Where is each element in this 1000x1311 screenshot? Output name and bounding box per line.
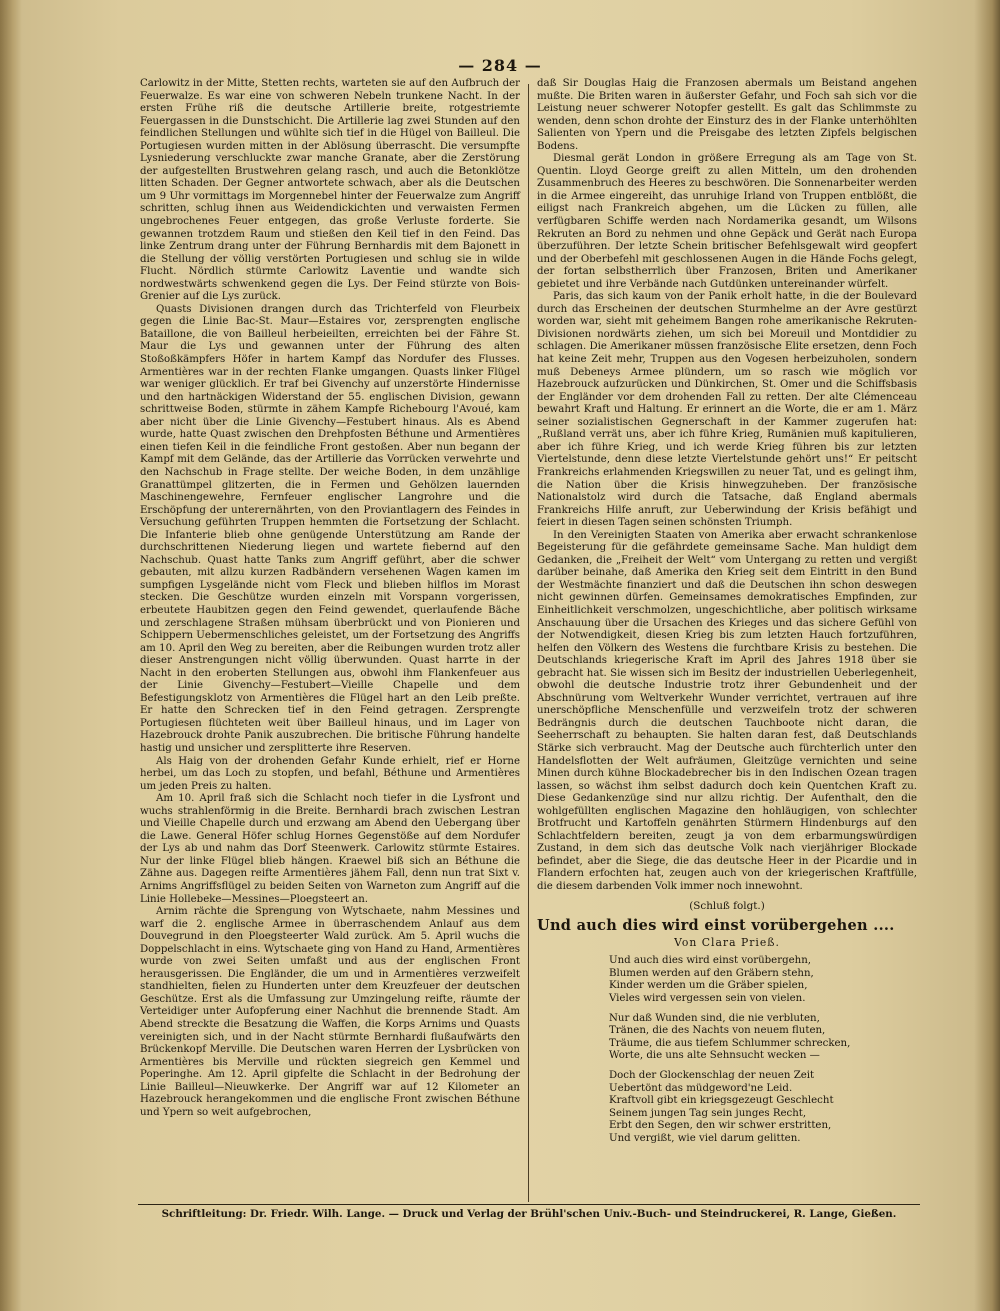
article-paragraph: Am 10. April fraß sich die Schlacht noch tiefer in die Lysfront und wuchs strahlenförmig in die Breite. Bernhardi brach zwischen Lestran und Vieille Chapelle durch und erzwang am Abend den Uebergang über die Lawe. General Höfer schlug Hornes Gegenstöße auf dem Nordufer der Lys ab und nahm das Dorf Steenwerk. Carlowitz stürmte Estaires. Nur der linke Flügel blieb hängen. Kraewel biß sich an Béthune die Zähne aus. Dagegen reifte Armentières jähem Fall, denn nun trat Sixt v. Arnims Angriffsflügel zu beiden Seiten von Warneton zum Angriff auf die Linie Hollebeke—Messines—Ploegsteert an.: [140, 793, 520, 905]
article-paragraph: Quasts Divisionen drangen durch das Trichterfeld von Fleurbeix gegen die Linie Bac-St. Maur—Estaires vor, zersprengten englische Bataillone, die von Bailleul herbeieilten, erreichten bei der Fähre St. Maur die Lys und gewannen unter der Führung des alten Stoßoßkämpfers Höfer in hartem Kampf das Nordufer des Flusses. Armentières war in der rechten Flanke umgangen. Quasts linker Flügel war weniger glücklich. Er traf bei Givenchy auf unzerstörte Hindernisse und den hartnäckigen Widerstand der 55. englischen Division, gewann schrittweise Boden, stürmte in zähem Kampfe Richebourg l'Avoué, kam aber nicht über die Linie Givenchy—Festubert hinaus. Als es Abend wurde, hatte Quast zwischen den Drehpfosten Béthune und Armentières einen tiefen Keil in die feindliche Front gestoßen. Aber nun begann der Kampf mit dem Gelände, das der Artillerie das Vorrücken verwehrte und den Nachschub in Frage stellte. Der weiche Boden, in dem unzählige Granattümpel glitzerten, die in Fermen und Gehölzen lauernden Maschinengewehre, Fernfeuer englischer Langrohre und die Erschöpfung der unterernährten, von den Proviantlagern des Feindes in Versuchung geführten Truppen hemmten die Fortsetzung der Schlacht. Die Infanterie blieb ohne genügende Unterstützung am Rande der durchschrittenen Niederung liegen und wartete fiebernd auf den Nachschub. Quast hatte Tanks zum Angriff geführt, aber die schwer gebauten, mit allzu kurzen Radbändern versehenen Wagen kamen im sumpfigen Lysgelände nicht vom Fleck und blieben hilflos im Morast stecken. Die Geschütze wurden einzeln mit Vorspann vorgerissen, erbeutete Haubitzen gegen den Feind gewendet, querlaufende Bäche und zerschlagene Straßen mühsam überbrückt und von Pionieren und Schippern Uebermenschliches geleistet, um der Fortsetzung des Angriffs am 10. April den Weg zu bereiten, aber die Reibungen wurden trotz aller dieser Anstrengungen nicht völlig überwunden. Quast harrte in der Nacht in den eroberten Stellungen aus, obwohl ihm Flankenfeuer aus der Linie Givenchy—Festubert—Vieille Chapelle und dem Befestigungsklotz von Armentières die Flügel hart an den Leib preßte. Er hatte den Schrecken tief in den Feind getragen. Zersprengte Portugiesen flüchteten weit über Bailleul hinaus, und im Lager von Hazebrouck drohte Panik auszubrechen. Die britische Führung handelte hastig und unsicher und zersplitterte ihre Reserven.: [140, 303, 520, 754]
poem-author: Von Clara Prieß.: [674, 935, 780, 949]
poem-stanza: [609, 1070, 917, 1146]
column-divider: [528, 84, 529, 1202]
poem-stanza: [609, 955, 917, 1005]
page-number: — 284 —: [458, 56, 542, 75]
poem-line: Blumen werden auf den Gräbern stehn,: [609, 967, 814, 979]
poem-line: Kinder werden um die Gräber spielen,: [609, 980, 808, 992]
poem-line: Träume, die aus tiefem Schlummer schrecken,: [609, 1037, 851, 1049]
poem-line: Seinem jungen Tag sein junges Recht,: [609, 1107, 807, 1119]
poem-line: Vieles wird vergessen sein von vielen.: [609, 992, 806, 1004]
poem-line: Doch der Glockenschlag der neuen Zeit: [609, 1069, 815, 1081]
poem-title: Und auch dies wird einst vorübergehen ....: [537, 917, 895, 935]
poem-stanza: [609, 1013, 917, 1063]
poem-line: Tränen, die des Nachts von neuem fluten,: [609, 1025, 826, 1037]
book-spine-shadow: [0, 0, 22, 1311]
article-paragraph: Arnim rächte die Sprengung von Wytschaete, nahm Messines und warf die 2. englische Armee in überraschendem Anlauf aus dem Douvegrund in den Ploegsteerter Wald zurück. Am 5. April wuchs die Doppelschlacht in eins. Wytschaete ging von Hand zu Hand, Armentières wurde von zwei Seiten umfaßt und aus der englischen Front herausgerissen. Die Engländer, die um und in Armentières verzweifelt standhielten, fielen zu Hunderten unter dem Kreuzfeuer der deutschen Geschütze. Erst als die Umfassung zur Umzingelung reifte, räumte der Verteidiger unter Aufopferung einer Nachhut die brennende Stadt. Am Abend streckte die Besatzung die Waffen, die Korps Arnims und Quasts vereinigten sich, und in der Nacht stürmte Bernhardi flußaufwärts den Brückenkopf Merville. Die Deutschen waren Herren der Lysbrücken von Armentières bis Merville und rückten siegreich gen Kemmel und Poperinghe. Am 12. April gipfelte die Schlacht in der Bedrohung der Linie Bailleul—Nieuwkerke. Der Angriff war auf 12 Kilometer an Hazebrouck herangekommen und die englische Front zwischen Béthune und Ypern so weit aufgebrochen,: [140, 906, 520, 1118]
article-paragraph: Paris, das sich kaum von der Panik erholt hatte, in die der Boulevard durch das Erscheinen der deutschen Sturmhelme an der Avre gestürzt worden war, sieht mit geheimem Bangen rohe amerikanische Rekruten-Divisionen nordwärts ziehen, um sich bei Moreuil und Montdidier zu schlagen. Die Amerikaner müssen französische Elite ersetzen, denn Foch hat keine Zeit mehr, Truppen aus den Vogesen herbeizuholen, sondern muß Debeneys Armee plündern, um so rasch wie möglich vor Hazebrouck aufzurücken und Dünkirchen, St. Omer und die Schiffsbasis der Engländer vor dem drohenden Fall zu retten. Der alte Clémenceau bewahrt Kraft und Haltung. Er erinnert an die Worte, die er am 1. März seiner sozialistischen Gegnerschaft in der Kammer zugerufen hat: „Rußland verrät uns, aber ich führe Krieg, Rumänien muß kapitulieren, aber ich führe Krieg, und ich werde Krieg führen bis zur letzten Viertelstunde, denn diese letzte Viertelstunde gehört uns!“ Er peitscht Frankreichs erlahmenden Kriegswillen zu neuer Tat, und es gelingt ihm, die Nation über die Krisis hinwegzuheben. Der französische Nationalstolz wird durch die Tatsache, daß England abermals Frankreichs Hilfe anruft, zur Ueberwindung der Krisis befähigt und feiert in diesen Tagen seinen schönsten Triumph.: [537, 291, 917, 529]
poem-line: Kraftvoll gibt ein kriegsgezeugt Geschlecht: [609, 1095, 834, 1107]
page-edge-shadow: [974, 0, 1000, 1311]
article-paragraph: In den Vereinigten Staaten von Amerika aber erwacht schrankenlose Begeisterung für die gefährdete gemeinsame Sache. Man huldigt dem Gedanken, die „Freiheit der Welt“ vom Untergang zu retten und vergißt darüber beinahe, daß Amerika den Krieg seit dem Eintritt in den Bund der Westmächte finanziert und daß die Deutschen ihn schon deswegen nicht gewinnen dürfen. Gemeinsames demokratisches Empfinden, zur Einheitlichkeit verschmolzen, ungeschichtliche, aber politisch wirksame Anschauung über die Ursachen des Krieges und das sichere Gefühl von der Notwendigkeit, diesen Krieg bis zum letzten Hauch fortzuführen, helfen den Völkern des Westens die furchtbare Krisis zu bestehen. Die Deutschlands kriegerische Kraft im April des Jahres 1918 über sie gebracht hat. Sie wissen sich im Besitz der industriellen Ueberlegenheit, obwohl die deutsche Industrie trotz ihrer Gebundenheit und der Abschnürung vom Weltverkehr Wunder verrichtet, vertrauen auf ihre unerschöpfliche Menschenfülle und verzweifeln trotz der schweren Bedrängnis durch die deutschen Tauchboote nicht daran, die Seeherrschaft zu behaupten. Sie halten daran fest, daß Deutschlands Stärke sich verbraucht. Mag der Deutsche auch fürchterlich unter den Handelsflotten der Welt aufräumen, Gleitzüge vernichten und seine Minen durch kühne Blockadebrecher bis in den Indischen Ozean tragen lassen, so wächst ihm selbst dadurch doch kein Quentchen Kraft zu. Diese Gedankenzüge sind nur allzu richtig. Der Aufenthalt, den die wohlgefüllten englischen Magazine den hohläugigen, von schlechter Brotfrucht und Kartoffeln genährten Stürmern Hindenburgs auf den Schlachtfeldern bereiten, zeugt ja von dem erbarmungswürdigen Zustand, in dem sich das deutsche Volk nach vierjähriger Blockade befindet, aber die Siege, die das deutsche Heer in der Picardie und in Flandern erfochten hat, zeugen auch von der kriegerischen Kraftfülle, die diesem darbenden Volk immer noch innewohnt.: [537, 529, 917, 892]
right-column-paragraphs: [537, 78, 917, 894]
poem-line: Erbt den Segen, den wir schwer erstritten,: [609, 1120, 832, 1132]
poem-line: Und auch dies wird einst vorübergehn,: [609, 955, 811, 967]
left-column: [140, 78, 520, 1119]
article-paragraph: Carlowitz in der Mitte, Stetten rechts, warteten sie auf den Aufbruch der Feuerwalze. Es war eine von schweren Nebeln trunkene Nacht. In der ersten Frühe riß die deutsche Artillerie breite, rotgestriemte Feuergassen in die Dunstschicht. Die Artillerie lag zwei Stunden auf den feindlichen Stellungen und wühlte sich tief in die Hügel von Bailleul. Die Portugiesen wurden mitten in der Ablösung überrascht. Die versumpfte Lysniederung verschluckte zwar manche Granate, aber die Zerstörung der aufgestellten Brustwehren gelang rasch, und auch die Betonklötze litten Schaden. Der Gegner antwortete schwach, aber als die Deutschen um 9 Uhr vormittags im Morgennebel hinter der Feuerwalze zum Angriff schritten, schlug ihnen aus Weidendickichten und verwaisten Fermen ungebrochenes Feuer entgegen, das große Verluste forderte. Sie gewannen trotzdem Raum und stießen den Keil tief in den Feind. Das linke Zentrum drang unter der Führung Bernhardis mit dem Bajonett in die Stellung der völlig verstörten Portugiesen und schlug sie in wilde Flucht. Nördlich stürmte Carlowitz Laventie und wandte sich nordwestwärts schwenkend gegen die Lys. Der Feind stürzte von Bois-Grenier auf die Lys zurück.: [140, 78, 520, 303]
article-paragraph: daß Sir Douglas Haig die Franzosen abermals um Beistand angehen mußte. Die Briten waren in äußerster Gefahr, und Foch sah sich vor die Leistung neuer schwerer Notopfer gestellt. Es galt das Schlimmste zu wenden, denn schon drohte der Einsturz des in der Flanke unterhöhlten Salienten von Ypern und die Preisgabe des letzten Zipfels belgischen Bodens.: [537, 78, 917, 152]
right-column: [537, 78, 917, 1153]
footer-rule: [138, 1204, 920, 1205]
article-paragraph: Diesmal gerät London in größere Erregung als am Tage von St. Quentin. Lloyd George greift zu allen Mitteln, um den drohenden Zusammenbruch des Heeres zu beschwören. Die Sonnenarbeiter werden in die Armee eingereiht, das unruhige Irland von Truppen entblößt, die eiligst nach Frankreich abgehen, um die Lücken zu füllen, alle verfügbaren Schiffe werden nach Nordamerika gesandt, um Wilsons Rekruten an Bord zu nehmen und ohne Gepäck und Gerät nach Europa überzuführen. Der letzte Schein britischer Befehlsgewalt wird geopfert und der Oberbefehl mit geschlossenen Augen in die Hände Fochs gelegt, der fortan selbstherrlich über Franzosen, Briten und Amerikaner gebietet und ihre Verbände nach Gutdünken untereinander würfelt.: [537, 153, 917, 290]
imprint-footer: Schriftleitung: Dr. Friedr. Wilh. Lange. — Druck und Verlag der Brühl'schen Univ.-Buch- und Steindruckerei, R. Lange, Gießen.: [161, 1208, 897, 1220]
poem-line: Nur daß Wunden sind, die nie verbluten,: [609, 1012, 820, 1024]
poem-line: Uebertönt das müdgeword'ne Leid.: [609, 1082, 793, 1094]
continuation-note: (Schluß folgt.): [689, 899, 765, 912]
article-paragraph: Als Haig von der drohenden Gefahr Kunde erhielt, rief er Horne herbei, um das Loch zu stopfen, und befahl, Béthune und Armentières um jeden Preis zu halten.: [140, 755, 520, 792]
poem-body: [609, 955, 917, 1145]
poem-line: Und vergißt, wie viel darum gelitten.: [609, 1132, 801, 1144]
poem-line: Worte, die uns alte Sehnsucht wecken —: [609, 1050, 820, 1062]
